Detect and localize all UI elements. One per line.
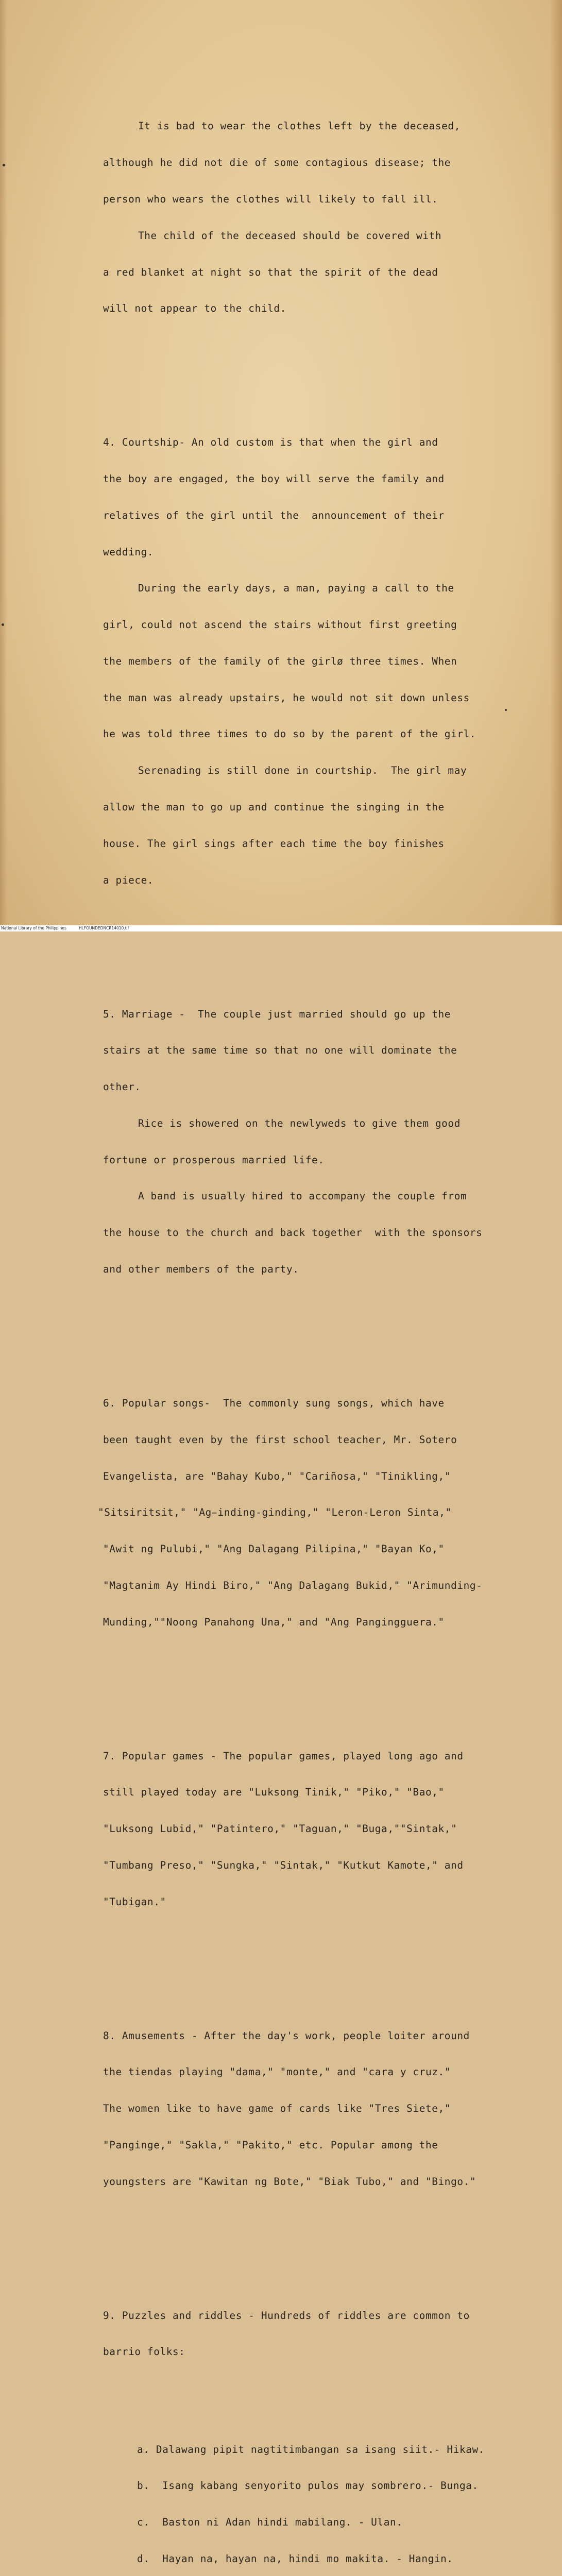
section-heading-line: 9. Puzzles and riddles - Hundreds of riddles are common to (103, 2310, 556, 2322)
section-popular-games (103, 1725, 556, 1932)
ink-speck (505, 709, 507, 711)
section-heading-line: 5. Marriage - The couple just married should go up the (103, 1008, 556, 1021)
section-popular-songs (103, 1373, 556, 1653)
footer-library-name: National Library of the Philippines (1, 926, 66, 930)
section-heading-line: 7. Popular games - The popular games, played long ago and (103, 1750, 556, 1762)
text-line: "Luksong Lubid," "Patintero," "Taguan," "Buga,""Sintak," (103, 1823, 556, 1835)
section-marriage (103, 984, 556, 1299)
text-line: Rice is showered on the newlyweds to give them good (103, 1117, 556, 1130)
text-line: fortune or prosperous married life. (103, 1154, 556, 1166)
punch-hole-mark (3, 164, 5, 166)
text-line: a piece. (103, 874, 556, 887)
text-line: Munding,""Noong Panahong Una," and "Ang Pangingguera." (103, 1616, 556, 1629)
text-line: The women like to have game of cards like "Tres Siete," (103, 2103, 556, 2115)
text-line: the boy are engaged, the boy will serve the family and (103, 473, 556, 485)
section-puzzles-riddles (103, 2285, 556, 2576)
text-line: will not appear to the child. (103, 302, 556, 315)
typewritten-body (103, 72, 556, 2576)
text-line: "Tubigan." (103, 1896, 556, 1908)
text-line: "Sitsiritsit," "Ag̵inding-ginding," "Leron-Leron Sinta," (98, 1506, 556, 1519)
text-line: although he did not die of some contagious disease; the (103, 157, 556, 169)
punch-hole-mark (2, 623, 4, 626)
text-line: relatives of the girl until the announcement of their (103, 510, 556, 522)
riddle-item: b. Isang kabang senyorito pulos may sombrero.- Bunga. (103, 2480, 556, 2492)
text-line: "Magtanim Ay Hindi Biro," "Ang Dalagang Bukid," "Arimunding- (103, 1580, 556, 1592)
text-line: the house to the church and back together with the sponsors (103, 1227, 556, 1239)
text-line: house. The girl sings after each time the boy finishes (103, 838, 556, 850)
text-line: and other members of the party. (103, 1263, 556, 1276)
text-line: A band is usually hired to accompany the couple from (103, 1190, 556, 1202)
text-line: a red blanket at night so that the spirit of the dead (103, 266, 556, 279)
section-heading-line: 4. Courtship- An old custom is that when the girl and (103, 436, 556, 449)
paragraph-death-customs (103, 96, 556, 339)
text-line: Evangelista, are "Bahay Kubo," "Cariñosa," "Tinikling," (103, 1470, 556, 1483)
text-line: Serenading is still done in courtship. The girl may (103, 765, 556, 777)
text-line: girl, could not ascend the stairs without first greeting (103, 619, 556, 631)
text-line: he was told three times to do so by the parent of the girl. (103, 728, 556, 740)
text-line: stairs at the same time so that no one will dominate the (103, 1044, 556, 1057)
text-line: the members of the family of the girlø three times. When (103, 655, 556, 668)
section-heading-line: 8. Amusements - After the day's work, people loiter around (103, 2030, 556, 2042)
text-line: During the early days, a man, paying a call to the (103, 582, 556, 595)
text-line: The child of the deceased should be covered with (103, 230, 556, 242)
text-line: "Awit ng Pulubi," "Ang Dalagang Pilipina," "Bayan Ko," (103, 1543, 556, 1555)
riddle-item: c. Baston ni Adan hindi mabilang. - Ulan. (103, 2516, 556, 2529)
text-line: allow the man to go up and continue the singing in the (103, 801, 556, 814)
text-line: wedding. (103, 546, 556, 558)
document-page (0, 0, 562, 925)
text-line: barrio folks: (103, 2346, 556, 2358)
riddle-item: d. Hayan na, hayan na, hindi mo makita. - Hangin. (103, 2553, 556, 2565)
text-line: "Tumbang Preso," "Sungka," "Sintak," "Kutkut Kamote," and (103, 1859, 556, 1872)
text-line: "Panginge," "Sakla," "Pakito," etc. Popular among the (103, 2139, 556, 2151)
riddle-item: a. Dalawang pipit nagtitimbangan sa isang siit.- Hikaw. (103, 2444, 556, 2456)
text-line: the tiendas playing "dama," "monte," and "cara y cruz." (103, 2066, 556, 2078)
text-line: still played today are "Luksong Tinik," "Piko," "Bao," (103, 1786, 556, 1799)
text-line: been taught even by the first school teacher, Mr. Sotero (103, 1434, 556, 1446)
riddle-list (103, 2419, 556, 2576)
text-line: It is bad to wear the clothes left by the deceased, (103, 120, 556, 132)
footer-file-name: HLFOUNDEDNCR14010.tif (79, 926, 129, 930)
text-line: other. (103, 1081, 556, 1093)
section-heading-line: 6. Popular songs- The commonly sung songs, which have (103, 1397, 556, 1410)
text-line: youngsters are "Kawitan ng Bote," "Biak Tubo," and "Bingo." (103, 2176, 556, 2188)
scan-footer (0, 925, 562, 931)
section-amusements (103, 2005, 556, 2212)
text-line: the man was already upstairs, he would not sit down unless (103, 692, 556, 704)
text-line: person who wears the clothes will likely to fall ill. (103, 193, 556, 206)
page-edge-shadow-left (0, 0, 7, 925)
section-courtship (103, 412, 556, 910)
